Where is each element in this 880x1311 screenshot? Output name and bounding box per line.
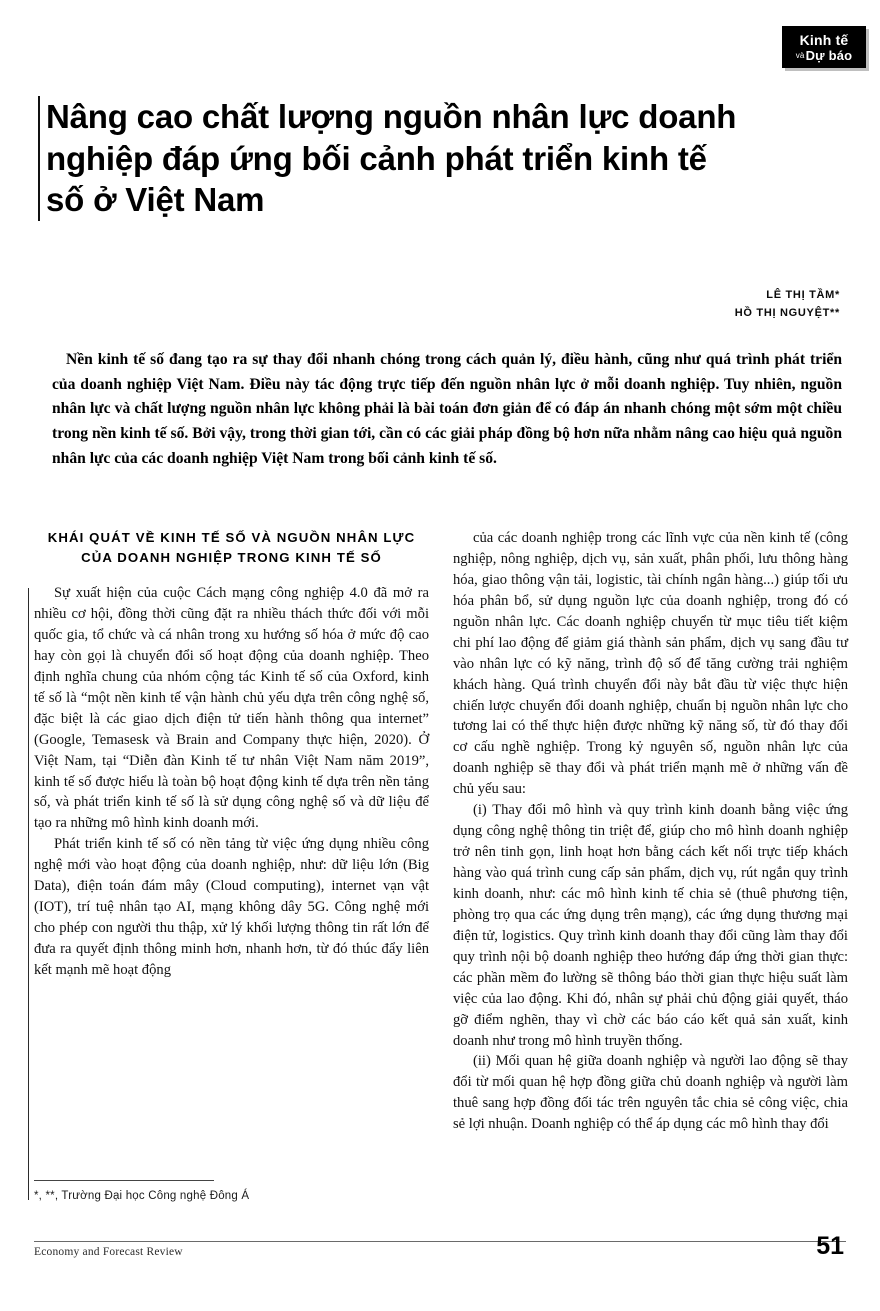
paragraph: của các doanh nghiệp trong các lĩnh vực của nền kinh tế (công nghiệp, nông nghiệp, dịch vụ, sản xuất, phân phối, lưu thông hàng hóa, giao thông vận tải, logistic, tài chính ngân hàng...) giúp tối ưu hóa phân bổ, sử dụng nguồn lực của doanh nghiệp, trong đó có nguồn nhân lực. Các doanh nghiệp chuyển từ mục tiêu tiết kiệm chi phí lao động để giảm giá thành sản phẩm, dịch vụ sang đầu tư vào nhân lực có kỹ năng, trình độ số để tăng cường trải nghiệm khách hàng. Quá trình chuyển đổi này bắt đầu từ việc thực hiện chiến lược chuyển đổi doanh nghiệp, chuẩn bị nguồn nhân lực cho tương lai có thể thực hiện được những kỹ năng số, từ đó thay đổi cơ cấu nghề nghiệp. Trong kỷ nguyên số, nguồn nhân lực của doanh nghiệp sẽ thay đổi và phát triển mạnh mẽ ở những vấn đề chủ yếu sau: <box>453 530 848 798</box>
body-columns <box>34 528 848 1200</box>
footer-rule <box>34 1241 846 1242</box>
journal-logo-line2 <box>796 49 853 62</box>
paragraph: Phát triển kinh tế số có nền tảng từ việc ứng dụng nhiều công nghệ mới vào hoạt động của doanh nghiệp, như: dữ liệu lớn (Big Data), điện toán đám mây (Cloud computing), internet vạn vật (IOT), trí tuệ nhân tạo AI, mạng không dây 5G. Công nghệ mới cho phép con người thu thập, xử lý khối lượng thông tin rất lớn để đưa ra quyết định thông minh hơn, nhanh hơn, từ đó thúc đẩy liên kết mạnh mẽ hoạt động <box>34 836 429 978</box>
journal-logo-line1: Kinh tế <box>799 31 849 48</box>
page-number: 51 <box>816 1232 844 1260</box>
footnote: *, **, Trường Đại học Công nghệ Đông Á <box>34 1190 250 1202</box>
author-list <box>430 286 880 322</box>
page-title: Nâng cao chất lượng nguồn nhân lực doanh nghiệp đáp ứng bối cảnh phát triển kinh tế số ở Việt Nam <box>46 98 737 219</box>
journal-logo <box>782 26 866 68</box>
author-name: HỒ THỊ NGUYỆT** <box>734 307 840 320</box>
column-left-rule <box>28 588 29 1200</box>
column-right <box>453 528 848 1200</box>
title-block <box>38 96 746 221</box>
abstract: Nền kinh tế số đang tạo ra sự thay đổi nhanh chóng trong cách quản lý, điều hành, cũng như quá trình phát triển của doanh nghiệp Việt Nam. Điều này tác động trực tiếp đến nguồn nhân lực ở mỗi doanh nghiệp. Tuy nhiên, nguồn nhân lực và chất lượng nguồn nhân lực không phải là bài toán đơn giản để có đáp án nhanh chóng một sớm một chiều trong nền kinh tế số. Bởi vậy, trong thời gian tới, cần có các giải pháp đồng bộ hơn nữa nhằm nâng cao hiệu quả nguồn nhân lực của các doanh nghiệp Việt Nam trong bối cảnh kinh tế số. <box>52 351 842 467</box>
paragraph: (ii) Mối quan hệ giữa doanh nghiệp và người lao động sẽ thay đổi từ mối quan hệ hợp đồng giữa chủ doanh nghiệp và người làm thuê sang hợp đồng đối tác trên nguyên tắc chia sẻ công việc, chia sẻ lợi nhuận. Doanh nghiệp có thể áp dụng các mô hình thay đổi <box>453 1053 848 1133</box>
journal-logo-line2-main: Dự báo <box>805 47 853 63</box>
footer-journal-name: Economy and Forecast Review <box>34 1246 183 1258</box>
paragraph: Sự xuất hiện của cuộc Cách mạng công nghiệp 4.0 đã mở ra nhiều cơ hội, đồng thời cũng đặt ra nhiều thách thức đối với mỗi quốc gia, tổ chức và cá nhân trong xu hướng số hóa ở mức độ cao hay còn gọi là chuyển đổi số hoạt động của doanh nghiệp. Theo định nghĩa chung của nhóm cộng tác Kinh tế số của Oxford, kinh tế số là “một nền kinh tế vận hành chủ yếu dựa trên công nghệ số, đặc biệt là các giao dịch điện tử tiến hành thông qua internet” (Google, Temasesk và Brain and Company thực hiện, 2020). Ở Việt Nam, tại “Diễn đàn Kinh tế tư nhân Việt Nam năm 2019”, kinh tế số được hiểu là toàn bộ hoạt động kinh tế dựa trên nền tảng số, và phát triển kinh tế số là sử dụng công nghệ số và dữ liệu để tạo ra những mô hình kinh doanh mới. <box>34 585 429 832</box>
paragraph: (i) Thay đổi mô hình và quy trình kinh doanh bằng việc ứng dụng công nghệ thông tin triệt để, giúp cho mô hình doanh nghiệp trở nên tinh gọn, linh hoạt hơn bằng cách kết nối trực tiếp khách hàng vào quá trình cung cấp sản phẩm, dịch vụ, rút ngắn quy trình kinh doanh, như: các mô hình kinh tế chia sẻ (thuê phương tiện, phòng trọ qua các ứng dụng trên mạng), các ứng dụng thương mại điện tử, logistics. Quy trình kinh doanh thay đổi cũng làm thay đổi quy trình nội bộ doanh nghiệp theo hướng đáp ứng thời gian thực: các phần mềm đo lường sẽ thông báo thời gian thực hiệu suất làm việc của lao động. Khi đó, nhân sự phải chủ động giải quyết, tháo gỡ điểm nghẽn, thay vì chờ các báo cáo kết quả sản xuất, kinh doanh như trong mô hình truyền thống. <box>453 802 848 1049</box>
column-left <box>34 528 429 1200</box>
scan-edge <box>24 0 25 1311</box>
journal-logo-line2-prefix: và <box>795 51 805 61</box>
author-name: LÊ THỊ TẦM* <box>766 289 840 301</box>
footnote-rule <box>34 1180 214 1181</box>
section-heading: KHÁI QUÁT VỀ KINH TẾ SỐ VÀ NGUỒN NHÂN LỰC CỦA DOANH NGHIỆP TRONG KINH TẾ SỐ <box>47 530 416 565</box>
